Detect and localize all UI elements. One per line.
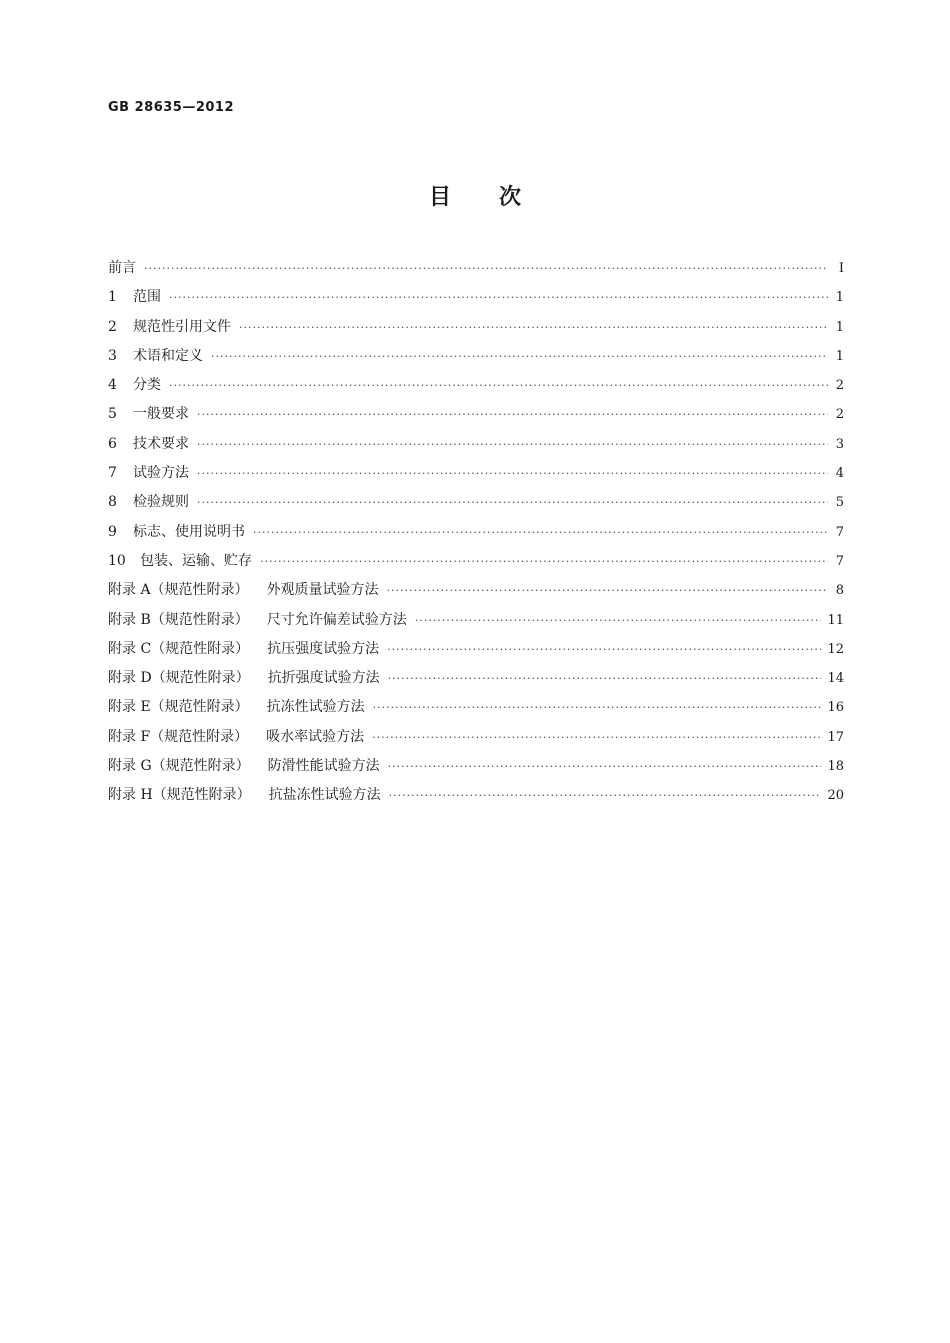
- toc-entry-subtitle: 防滑性能试验方法: [267, 758, 380, 775]
- toc-entry-3[interactable]: [108, 345, 844, 374]
- toc-entry-number: 3: [108, 347, 117, 364]
- toc-entry-page: 17: [827, 729, 844, 745]
- toc-entry-4[interactable]: [108, 374, 844, 403]
- toc-entry-label: 标志、使用说明书: [133, 523, 245, 540]
- toc-entry-label: 规范性引用文件: [133, 318, 231, 335]
- toc-entry-subtitle: 抗冻性试验方法: [266, 699, 365, 716]
- toc-leader-dots: [169, 379, 828, 392]
- toc-entry-appendix-g[interactable]: [108, 755, 844, 784]
- toc-entry-number: 5: [108, 406, 117, 423]
- toc-entry-label: 技术要求: [133, 435, 189, 452]
- toc-leader-dots: [389, 789, 822, 802]
- toc-leader-dots: [197, 496, 828, 509]
- toc-entry-appendix-f[interactable]: [108, 726, 844, 755]
- toc-entry-page: 1: [835, 290, 844, 306]
- toc-entry-number: 9: [108, 523, 117, 540]
- toc-leader-dots: [388, 672, 822, 685]
- toc-entry-appendix-e[interactable]: [108, 696, 844, 725]
- toc-entry-label: 范围: [133, 289, 161, 306]
- toc-entry-number: 8: [108, 494, 117, 511]
- toc-entry-1[interactable]: [108, 286, 844, 315]
- toc-leader-dots: [387, 643, 821, 656]
- toc-entry-8[interactable]: [108, 491, 844, 520]
- toc-leader-dots: [197, 408, 828, 421]
- toc-leader-dots: [373, 701, 822, 714]
- toc-entry-number: 4: [108, 377, 117, 394]
- toc-entry-subtitle: 吸水率试验方法: [266, 728, 365, 745]
- toc-leader-dots: [197, 438, 828, 451]
- toc-entry-page: 18: [827, 759, 844, 775]
- toc-entry-label: 包装、运输、贮存: [140, 552, 252, 569]
- toc-entry-appendix-b[interactable]: [108, 609, 844, 638]
- toc-entry-page: 7: [835, 524, 844, 540]
- toc-entry-subtitle: 尺寸允许偏差试验方法: [266, 611, 407, 628]
- table-of-contents: [108, 257, 844, 814]
- toc-entry-label: 附录 C（规范性附录）: [108, 640, 250, 657]
- toc-entry-number: 7: [108, 465, 117, 482]
- toc-entry-page: 1: [835, 319, 844, 335]
- toc-entry-page: 12: [827, 641, 844, 657]
- toc-entry-page: 14: [827, 671, 844, 687]
- toc-entry-number: 2: [108, 318, 117, 335]
- toc-entry-appendix-d[interactable]: [108, 667, 844, 696]
- toc-entry-page: 5: [835, 495, 844, 511]
- toc-entry-label: 前言: [108, 260, 136, 276]
- toc-entry-page: 7: [835, 553, 844, 569]
- toc-entry-appendix-h[interactable]: [108, 784, 844, 813]
- toc-leader-dots: [415, 614, 822, 627]
- toc-leader-dots: [169, 291, 828, 304]
- toc-entry-page: 2: [835, 407, 844, 423]
- toc-entry-page: 4: [835, 466, 844, 482]
- toc-entry-page: 20: [827, 788, 844, 804]
- toc-entry-subtitle: 抗折强度试验方法: [267, 670, 380, 687]
- toc-entry-label: 附录 G（规范性附录）: [108, 758, 250, 775]
- toc-entry-page: 11: [827, 612, 844, 628]
- toc-entry-label: 一般要求: [133, 406, 189, 423]
- toc-entry-subtitle: 外观质量试验方法: [266, 582, 379, 599]
- toc-leader-dots: [253, 526, 828, 539]
- toc-entry-appendix-c[interactable]: [108, 638, 844, 667]
- toc-leader-dots: [387, 584, 828, 597]
- toc-entry-10[interactable]: [108, 550, 844, 579]
- standard-code: GB 28635—2012: [108, 100, 235, 115]
- toc-entry-label: 术语和定义: [133, 347, 203, 364]
- toc-leader-dots: [144, 262, 828, 275]
- toc-entry-label: 附录 F（规范性附录）: [108, 728, 249, 745]
- toc-entry-label: 附录 B（规范性附录）: [108, 611, 249, 628]
- toc-entry-page: Ⅰ: [838, 261, 844, 276]
- toc-entry-page: 16: [827, 700, 844, 716]
- toc-entry-subtitle: 抗压强度试验方法: [267, 640, 380, 657]
- toc-entry-number: 6: [108, 435, 117, 452]
- page-title: 目次: [428, 185, 569, 210]
- toc-entry-number: 1: [108, 289, 117, 306]
- toc-entry-label: 附录 H（规范性附录）: [108, 787, 251, 804]
- toc-entry-appendix-a[interactable]: [108, 579, 844, 608]
- toc-entry-7[interactable]: [108, 462, 844, 491]
- toc-leader-dots: [260, 555, 828, 568]
- toc-entry-label: 附录 E（规范性附录）: [108, 699, 249, 716]
- toc-entry-label: 试验方法: [133, 465, 189, 482]
- toc-entry-5[interactable]: [108, 403, 844, 432]
- toc-entry-page: 2: [835, 378, 844, 394]
- toc-entry-page: 1: [835, 348, 844, 364]
- toc-leader-dots: [197, 467, 828, 480]
- toc-entry-label: 附录 A（规范性附录）: [108, 582, 249, 599]
- toc-entry-6[interactable]: [108, 433, 844, 462]
- toc-entry-number: 10: [108, 552, 126, 569]
- toc-entry-label: 检验规则: [133, 494, 189, 511]
- toc-leader-dots: [388, 760, 822, 773]
- toc-leader-dots: [211, 350, 828, 363]
- toc-entry-subtitle: 抗盐冻性试验方法: [268, 787, 381, 804]
- toc-entry-page: 3: [835, 436, 844, 452]
- toc-entry-label: 分类: [133, 377, 161, 394]
- toc-entry-label: 附录 D（规范性附录）: [108, 670, 250, 687]
- toc-leader-dots: [239, 321, 828, 334]
- toc-entry-page: 8: [835, 583, 844, 599]
- toc-entry-2[interactable]: [108, 316, 844, 345]
- toc-leader-dots: [372, 731, 821, 744]
- toc-entry-foreword[interactable]: [108, 257, 844, 286]
- toc-entry-9[interactable]: [108, 521, 844, 550]
